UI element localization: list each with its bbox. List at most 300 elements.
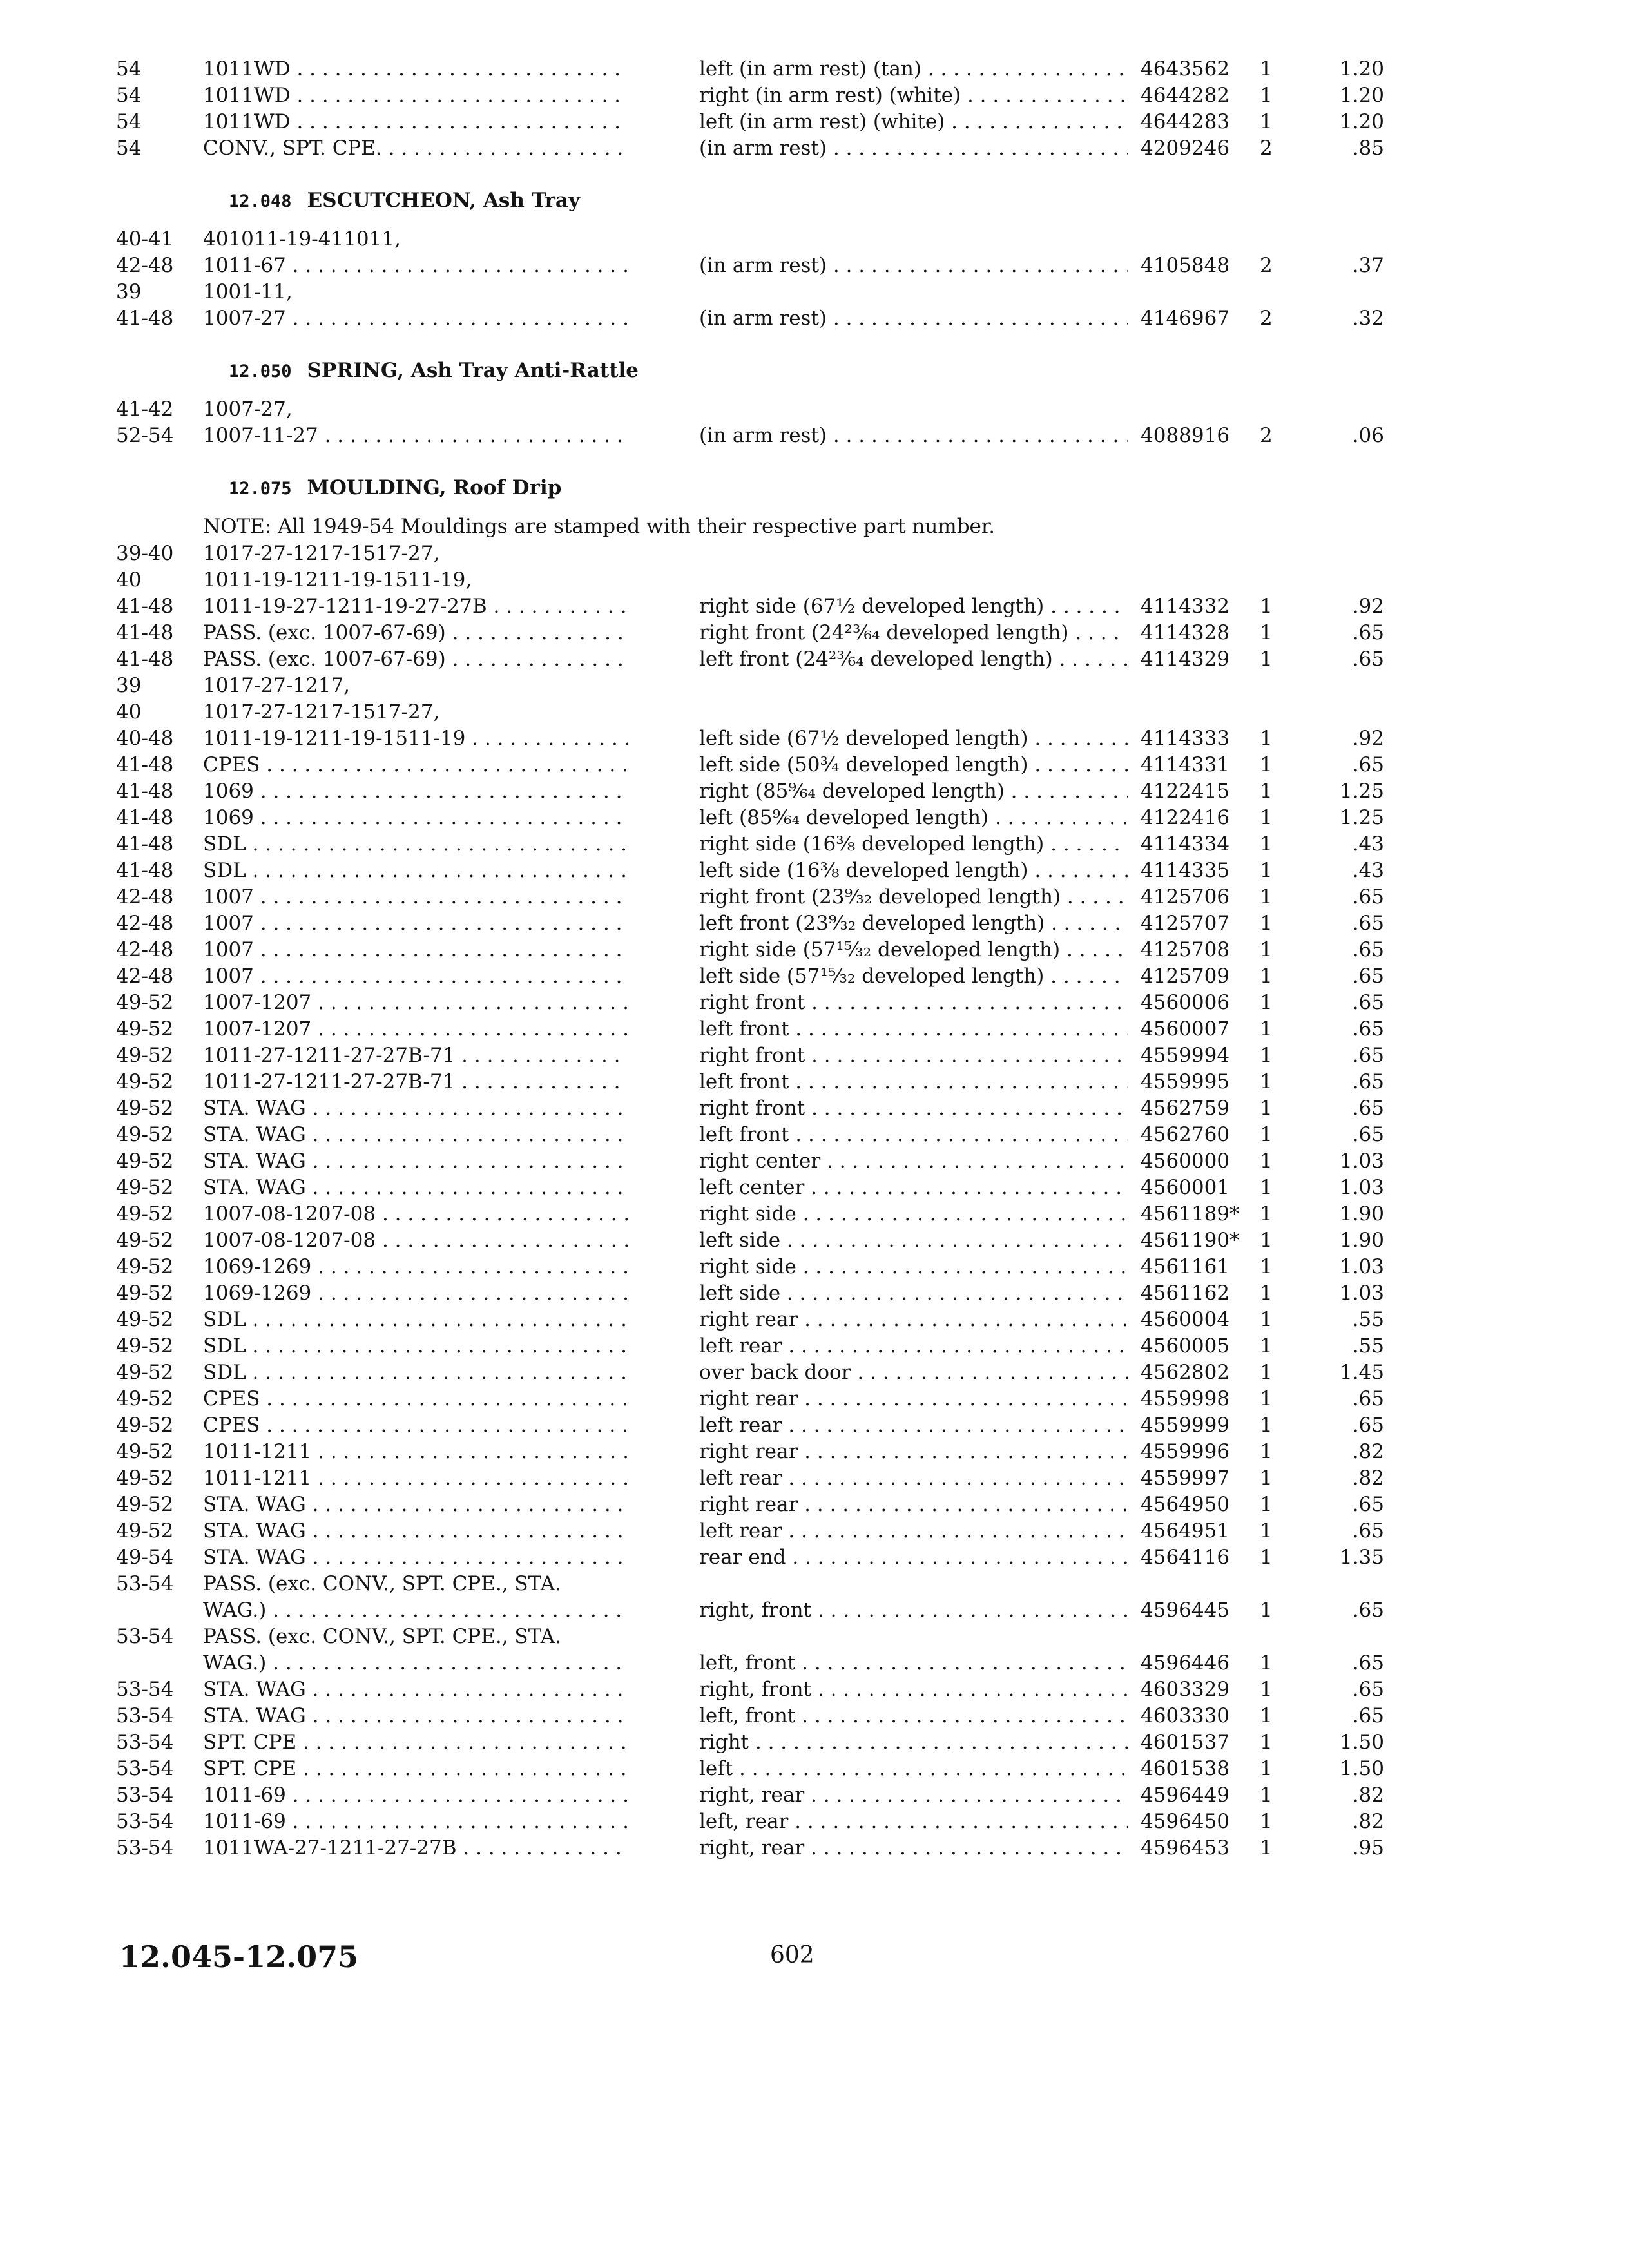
part-number: 4596445	[1141, 1599, 1230, 1622]
part-description: left . . .	[699, 1755, 1128, 1782]
parts-row	[0, 1332, 1629, 1360]
parts-row	[0, 1359, 1629, 1386]
year-range: 41-48	[116, 595, 174, 618]
price: .65	[1352, 1070, 1384, 1093]
parts-row	[0, 725, 1629, 752]
part-description: left front (23⁹⁄₃₂ developed length) . . .	[699, 910, 1128, 937]
part-description: right, front . . .	[699, 1676, 1128, 1703]
quantity: 1	[1260, 753, 1273, 776]
year-range: 49-52	[116, 1414, 174, 1437]
price: .65	[1352, 885, 1384, 908]
quantity: 1	[1260, 595, 1273, 618]
section-title: ESCUTCHEON, Ash Tray	[307, 189, 580, 212]
year-range: 54	[116, 110, 142, 133]
price: .65	[1352, 1123, 1384, 1146]
part-number: 4114333	[1141, 727, 1230, 750]
part-description: left rear . . .	[699, 1517, 1128, 1544]
parts-row	[0, 278, 1629, 305]
parts-row	[0, 804, 1629, 831]
model-list: 401011-19-411011,	[203, 227, 401, 251]
section-note: NOTE: All 1949-54 Mouldings are stamped with their respective part number.	[203, 515, 996, 538]
part-number: 4125706	[1141, 885, 1230, 908]
price: 1.50	[1339, 1731, 1384, 1754]
parts-row	[0, 1729, 1629, 1756]
quantity: 1	[1260, 780, 1273, 803]
part-description: left, front . . .	[699, 1702, 1128, 1729]
section-heading	[229, 357, 639, 385]
year-range: 41-48	[116, 307, 174, 330]
part-description: left front . . .	[699, 1121, 1128, 1148]
parts-row	[0, 1174, 1629, 1201]
quantity: 1	[1260, 648, 1273, 671]
part-description: right, front . . .	[699, 1597, 1128, 1624]
parts-row	[0, 751, 1629, 778]
parts-row	[0, 1068, 1629, 1095]
model-list: 1011-19-1211-19-1511-19,	[203, 568, 472, 591]
model-list: SDL . . .	[203, 857, 628, 884]
parts-row	[0, 1280, 1629, 1307]
price: .82	[1352, 1440, 1384, 1463]
part-number: 4114334	[1141, 832, 1230, 856]
model-list: PASS. (exc. CONV., SPT. CPE., STA.	[203, 1572, 561, 1595]
model-list: CONV., SPT. CPE. . . .	[203, 135, 628, 162]
part-description: left side (50¾ developed length) . . .	[699, 751, 1128, 778]
price: .65	[1352, 1097, 1384, 1120]
part-description: over back door . . .	[699, 1359, 1128, 1386]
model-list: 1007-11-27 . . .	[203, 422, 628, 449]
price: 1.20	[1339, 84, 1384, 107]
year-range: 49-52	[116, 1361, 174, 1384]
part-description: left, front . . .	[699, 1649, 1128, 1677]
parts-row	[0, 910, 1629, 937]
parts-row	[0, 963, 1629, 990]
price: 1.35	[1339, 1546, 1384, 1569]
parts-row	[0, 883, 1629, 910]
part-number: 4644282	[1141, 84, 1230, 107]
quantity: 1	[1260, 806, 1273, 829]
price: 1.20	[1339, 57, 1384, 81]
part-description: left, rear . . .	[699, 1808, 1128, 1835]
price: .82	[1352, 1783, 1384, 1807]
part-number: 4125709	[1141, 965, 1230, 988]
year-range: 53-54	[116, 1783, 174, 1807]
year-range: 49-52	[116, 991, 174, 1014]
parts-row	[0, 252, 1629, 279]
parts-row	[0, 698, 1629, 726]
model-list: 1017-27-1217,	[203, 674, 351, 697]
year-range: 49-52	[116, 1440, 174, 1463]
parts-row	[0, 1570, 1629, 1597]
model-list: 1069 . . .	[203, 804, 628, 831]
price: 1.90	[1339, 1229, 1384, 1252]
model-list: STA. WAG . . .	[203, 1121, 628, 1148]
price: .65	[1352, 1414, 1384, 1437]
quantity: 1	[1260, 1229, 1273, 1252]
model-list: SPT. CPE . . .	[203, 1755, 628, 1782]
model-list: 1001-11,	[203, 280, 293, 303]
quantity: 1	[1260, 1017, 1273, 1041]
quantity: 1	[1260, 1836, 1273, 1860]
part-description: right rear . . .	[699, 1385, 1128, 1412]
quantity: 1	[1260, 1810, 1273, 1833]
part-description: right side (67½ developed length) . . .	[699, 593, 1128, 620]
part-number: 4114331	[1141, 753, 1230, 776]
model-list: STA. WAG . . .	[203, 1544, 628, 1571]
quantity: 1	[1260, 1308, 1273, 1331]
year-range: 49-52	[116, 1255, 174, 1278]
parts-row	[0, 1412, 1629, 1439]
part-number: 4564116	[1141, 1546, 1230, 1569]
part-description: right side (57¹⁵⁄₃₂ developed length) . . .	[699, 936, 1128, 963]
price: .55	[1352, 1334, 1384, 1358]
part-description: left side (16⅜ developed length) . . .	[699, 857, 1128, 884]
part-number: 4105848	[1141, 254, 1230, 277]
part-number: 4596449	[1141, 1783, 1230, 1807]
part-number: 4596446	[1141, 1651, 1230, 1675]
model-list: 1011-67 . . .	[203, 252, 628, 279]
year-range: 53-54	[116, 1572, 174, 1595]
parts-row	[0, 593, 1629, 620]
part-number: 4560005	[1141, 1334, 1230, 1358]
year-range: 49-52	[116, 1282, 174, 1305]
model-list: 1007 . . .	[203, 883, 628, 910]
parts-row	[0, 226, 1629, 253]
model-list: STA. WAG . . .	[203, 1095, 628, 1122]
year-range: 42-48	[116, 885, 174, 908]
model-list: 1069-1269 . . .	[203, 1253, 628, 1280]
part-description: left front . . .	[699, 1068, 1128, 1095]
parts-row	[0, 566, 1629, 593]
part-number: 4564950	[1141, 1493, 1230, 1516]
price: .95	[1352, 1836, 1384, 1860]
model-list: 1017-27-1217-1517-27,	[203, 700, 440, 724]
part-description: (in arm rest) . . .	[699, 422, 1128, 449]
model-list: STA. WAG . . .	[203, 1702, 628, 1729]
price: 1.03	[1339, 1282, 1384, 1305]
price: .92	[1352, 595, 1384, 618]
model-list: 1069-1269 . . .	[203, 1280, 628, 1307]
price: .55	[1352, 1308, 1384, 1331]
part-number: 4562759	[1141, 1097, 1230, 1120]
part-description: left rear . . .	[699, 1465, 1128, 1492]
model-list: STA. WAG . . .	[203, 1148, 628, 1175]
part-description: right rear . . .	[699, 1491, 1128, 1518]
parts-row	[0, 1438, 1629, 1465]
part-number: 4560004	[1141, 1308, 1230, 1331]
quantity: 2	[1260, 424, 1273, 447]
section-heading	[229, 187, 580, 215]
part-description: right side . . .	[699, 1253, 1128, 1280]
model-list: PASS. (exc. CONV., SPT. CPE., STA.	[203, 1625, 561, 1648]
quantity: 1	[1260, 84, 1273, 107]
model-list: STA. WAG . . .	[203, 1676, 628, 1703]
year-range: 54	[116, 137, 142, 160]
price: 1.25	[1339, 806, 1384, 829]
page-number: 602	[770, 1942, 815, 1968]
part-number: 4643562	[1141, 57, 1230, 81]
part-description: right rear . . .	[699, 1438, 1128, 1465]
year-range: 49-52	[116, 1202, 174, 1225]
year-range: 41-48	[116, 780, 174, 803]
section-title: MOULDING, Roof Drip	[307, 476, 562, 499]
part-number: 4559994	[1141, 1044, 1230, 1067]
year-range: 39	[116, 280, 142, 303]
parts-row	[0, 1702, 1629, 1729]
model-list: 1007 . . .	[203, 910, 628, 937]
parts-row	[0, 1597, 1629, 1624]
model-list: CPES . . .	[203, 1412, 628, 1439]
model-list: 1011-1211 . . .	[203, 1465, 628, 1492]
price: .82	[1352, 1466, 1384, 1490]
price: .65	[1352, 1678, 1384, 1701]
part-description: right front . . .	[699, 989, 1128, 1016]
price: .65	[1352, 648, 1384, 671]
part-number: 4559996	[1141, 1440, 1230, 1463]
part-description: right (in arm rest) (white) . . .	[699, 82, 1128, 109]
year-range: 53-54	[116, 1704, 174, 1727]
part-number: 4596453	[1141, 1836, 1230, 1860]
price: .82	[1352, 1810, 1384, 1833]
quantity: 1	[1260, 1149, 1273, 1173]
price: .65	[1352, 991, 1384, 1014]
part-number: 4560001	[1141, 1176, 1230, 1199]
quantity: 1	[1260, 1282, 1273, 1305]
year-range: 49-52	[116, 1308, 174, 1331]
parts-row	[0, 1200, 1629, 1227]
year-range: 41-48	[116, 859, 174, 882]
part-number: 4564951	[1141, 1519, 1230, 1542]
parts-row	[0, 831, 1629, 858]
price: .43	[1352, 832, 1384, 856]
model-list: 1011-69 . . .	[203, 1782, 628, 1809]
price: 1.45	[1339, 1361, 1384, 1384]
part-description: right side (16⅜ developed length) . . .	[699, 831, 1128, 858]
price: 1.03	[1339, 1255, 1384, 1278]
year-range: 40-48	[116, 727, 174, 750]
part-description: right . . .	[699, 1729, 1128, 1756]
section-heading	[229, 474, 561, 503]
year-range: 49-52	[116, 1123, 174, 1146]
quantity: 1	[1260, 1651, 1273, 1675]
quantity: 1	[1260, 1440, 1273, 1463]
quantity: 1	[1260, 110, 1273, 133]
quantity: 2	[1260, 254, 1273, 277]
quantity: 1	[1260, 1678, 1273, 1701]
part-number: 4562760	[1141, 1123, 1230, 1146]
year-range: 41-48	[116, 648, 174, 671]
model-list: STA. WAG . . .	[203, 1491, 628, 1518]
part-description: left side (67½ developed length) . . .	[699, 725, 1128, 752]
part-description: (in arm rest) . . .	[699, 135, 1128, 162]
quantity: 1	[1260, 57, 1273, 81]
parts-row	[0, 1042, 1629, 1069]
price: .65	[1352, 753, 1384, 776]
year-range: 53-54	[116, 1836, 174, 1860]
model-list: CPES . . .	[203, 751, 628, 778]
model-list: 1007-08-1207-08 . . .	[203, 1227, 628, 1254]
year-range: 49-52	[116, 1176, 174, 1199]
model-list: 1007-1207 . . .	[203, 989, 628, 1016]
part-number: 4561190*	[1141, 1229, 1240, 1252]
year-range: 49-52	[116, 1017, 174, 1041]
part-number: 4644283	[1141, 110, 1230, 133]
year-range: 42-48	[116, 912, 174, 935]
year-range: 53-54	[116, 1757, 174, 1780]
model-list: 1069 . . .	[203, 778, 628, 805]
year-range: 39	[116, 674, 142, 697]
price: 1.90	[1339, 1202, 1384, 1225]
price: 1.50	[1339, 1757, 1384, 1780]
part-number: 4596450	[1141, 1810, 1230, 1833]
section-number: 12.050	[229, 361, 292, 381]
model-list: CPES . . .	[203, 1385, 628, 1412]
year-range: 41-48	[116, 832, 174, 856]
year-range: 53-54	[116, 1810, 174, 1833]
quantity: 1	[1260, 832, 1273, 856]
quantity: 1	[1260, 938, 1273, 961]
part-number: 4114329	[1141, 648, 1230, 671]
quantity: 1	[1260, 1176, 1273, 1199]
parts-row	[0, 1544, 1629, 1571]
parts-row	[0, 1834, 1629, 1861]
model-list: SDL . . .	[203, 1306, 628, 1333]
year-range: 42-48	[116, 254, 174, 277]
quantity: 1	[1260, 1466, 1273, 1490]
model-list: 1011-19-27-1211-19-27-27B . . .	[203, 593, 628, 620]
quantity: 1	[1260, 912, 1273, 935]
quantity: 1	[1260, 1704, 1273, 1727]
part-description: right side . . .	[699, 1200, 1128, 1227]
model-list: 1007 . . .	[203, 963, 628, 990]
quantity: 1	[1260, 885, 1273, 908]
year-range: 49-52	[116, 1044, 174, 1067]
quantity: 1	[1260, 1493, 1273, 1516]
year-range: 42-48	[116, 965, 174, 988]
quantity: 1	[1260, 965, 1273, 988]
part-number: 4561162	[1141, 1282, 1230, 1305]
price: .06	[1352, 424, 1384, 447]
part-description: left rear . . .	[699, 1332, 1128, 1360]
part-number: 4560007	[1141, 1017, 1230, 1041]
parts-row	[0, 1623, 1629, 1650]
part-number: 4562802	[1141, 1361, 1230, 1384]
year-range: 40	[116, 700, 142, 724]
part-description: left front . . .	[699, 1015, 1128, 1043]
parts-row	[0, 619, 1629, 646]
parts-row	[0, 82, 1629, 109]
model-list: 1011WD . . .	[203, 108, 628, 135]
quantity: 1	[1260, 1387, 1273, 1410]
part-description: right front . . .	[699, 1042, 1128, 1069]
parts-row	[0, 1385, 1629, 1412]
quantity: 1	[1260, 1202, 1273, 1225]
price: .65	[1352, 1704, 1384, 1727]
price: 1.03	[1339, 1176, 1384, 1199]
part-number: 4561161	[1141, 1255, 1230, 1278]
part-description: right, rear . . .	[699, 1782, 1128, 1809]
parts-row	[0, 1491, 1629, 1518]
price: .92	[1352, 727, 1384, 750]
part-description: left side . . .	[699, 1280, 1128, 1307]
model-list: SPT. CPE . . .	[203, 1729, 628, 1756]
parts-row	[0, 857, 1629, 884]
part-description: left (in arm rest) (white) . . .	[699, 108, 1128, 135]
part-description: left side . . .	[699, 1227, 1128, 1254]
model-list: 1007-08-1207-08 . . .	[203, 1200, 628, 1227]
year-range: 53-54	[116, 1731, 174, 1754]
year-range: 49-52	[116, 1149, 174, 1173]
part-number: 4603330	[1141, 1704, 1230, 1727]
part-number: 4122416	[1141, 806, 1230, 829]
price: .65	[1352, 1519, 1384, 1542]
parts-row	[0, 396, 1629, 423]
parts-row	[0, 989, 1629, 1016]
parts-row	[0, 108, 1629, 135]
year-range: 49-54	[116, 1546, 174, 1569]
parts-row	[0, 1227, 1629, 1254]
parts-row	[0, 1253, 1629, 1280]
parts-row	[0, 1755, 1629, 1782]
model-list: 1011WA-27-1211-27-27B . . .	[203, 1834, 628, 1861]
quantity: 1	[1260, 1361, 1273, 1384]
part-number: 4125708	[1141, 938, 1230, 961]
section-range: 12.045-12.075	[119, 1939, 359, 1974]
year-range: 53-54	[116, 1678, 174, 1701]
quantity: 1	[1260, 1414, 1273, 1437]
quantity: 1	[1260, 1757, 1273, 1780]
model-list: SDL . . .	[203, 1359, 628, 1386]
quantity: 1	[1260, 1097, 1273, 1120]
year-range: 54	[116, 84, 142, 107]
quantity: 1	[1260, 1519, 1273, 1542]
part-description: right (85⁹⁄₆₄ developed length) . . .	[699, 778, 1128, 805]
price: .43	[1352, 859, 1384, 882]
part-number: 4114335	[1141, 859, 1230, 882]
year-range: 41-42	[116, 398, 174, 421]
quantity: 1	[1260, 991, 1273, 1014]
year-range: 40-41	[116, 227, 174, 251]
part-number: 4603329	[1141, 1678, 1230, 1701]
model-list: 1007-1207 . . .	[203, 1015, 628, 1043]
part-number: 4114332	[1141, 595, 1230, 618]
price: 1.03	[1339, 1149, 1384, 1173]
model-list: 1011-1211 . . .	[203, 1438, 628, 1465]
part-number: 4601537	[1141, 1731, 1230, 1754]
quantity: 2	[1260, 307, 1273, 330]
quantity: 2	[1260, 137, 1273, 160]
section-title: SPRING, Ash Tray Anti-Rattle	[307, 359, 639, 382]
model-list: PASS. (exc. 1007-67-69) . . .	[203, 646, 628, 673]
quantity: 1	[1260, 1044, 1273, 1067]
price: .65	[1352, 1493, 1384, 1516]
quantity: 1	[1260, 1546, 1273, 1569]
part-description: right front (23⁹⁄₃₂ developed length) . . .	[699, 883, 1128, 910]
year-range: 49-52	[116, 1387, 174, 1410]
part-number: 4088916	[1141, 424, 1230, 447]
parts-row	[0, 646, 1629, 673]
model-list: 1011-27-1211-27-27B-71 . . .	[203, 1042, 628, 1069]
part-number: 4601538	[1141, 1757, 1230, 1780]
price: .65	[1352, 1017, 1384, 1041]
part-number: 4560006	[1141, 991, 1230, 1014]
model-list: 1007-27,	[203, 398, 293, 421]
year-range: 39-40	[116, 542, 174, 565]
year-range: 41-48	[116, 806, 174, 829]
quantity: 1	[1260, 727, 1273, 750]
part-number: 4146967	[1141, 307, 1230, 330]
model-list: 1011WD . . .	[203, 55, 628, 82]
model-list: 1011-69 . . .	[203, 1808, 628, 1835]
